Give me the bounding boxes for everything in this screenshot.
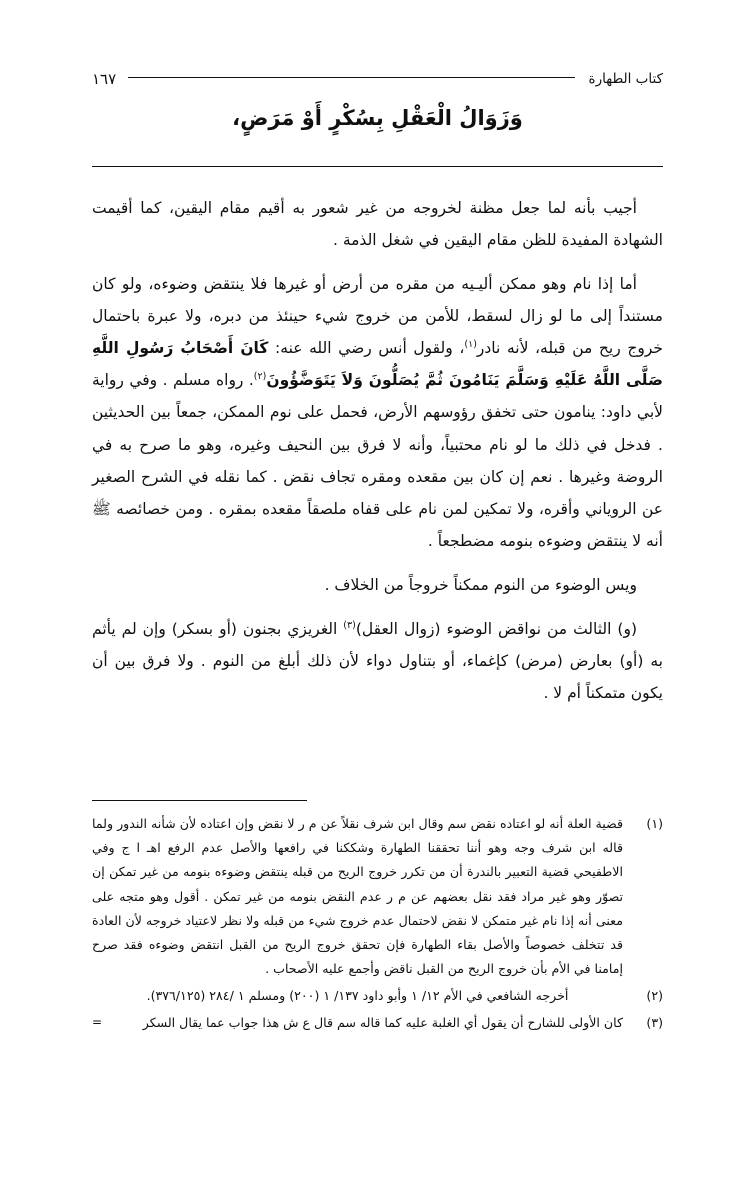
footnote-1 xyxy=(92,812,663,981)
footnote-3 xyxy=(92,1011,663,1035)
footnote-continuation-mark: = xyxy=(92,1015,103,1030)
footnote-2 xyxy=(92,984,663,1008)
running-header xyxy=(92,66,663,92)
hadith-quote: كَانَ أَصْحَابُ رَسُولِ اللَّهِ صَلَّى اللَّهُ عَلَيْهِ وَسَلَّمَ يَنَامُونَ ثُمَّ يُصَلُّونَ وَلاَ يَتَوَضَّؤُونَ xyxy=(92,339,663,390)
footnote-3-number: (٣) xyxy=(646,1015,663,1031)
paragraph-1: أجيب بأنه لما جعل مظنة لخروجه من غير شعور به أقيم مقام اليقين، كما أقيمت الشهادة المفيدة للظن مقام اليقين في شغل الذمة . xyxy=(92,199,663,250)
paragraph-3: ويس الوضوء من النوم ممكناً خروجاً من الخلاف . xyxy=(324,575,637,594)
paragraph-4 xyxy=(92,613,663,709)
footnote-1-text: قضية العلة أنه لو اعتاده نقض سم وقال ابن شرف نقلاً عن م ر لا نقض وإن اعتاده لأن شأنه الندور ولما قاله ابن شرف وجه وهو أننا تحققنا الطهارة وشككنا في رافعها والأصل عدم الرفع اهـ ا ج وفي الاطفيحي قضية التعبير بالندرة أن من تكرر خروج الريح من قبله ينتقض وضوءه بنومه من غير تمكن إن تصوّر وهو غير مراد فقد نقل بعضهم عن م ر عدم النقض بنومه من غير تمكن . أقول وهو متجه على معنى أنه إذا نام غير متمكن لا نقض لاحتمال عدم خروج شيء من قبله ولا نظر لاعتياد خروجه لأن العادة قد تتخلف خصوصاً والأصل بقاء الطهارة فإن تحقق خروج الريح من القبل انتقض وضوءه فقد صرح إمامنا في الأم بأن خروج الريح من القبل ناقض وأجمع عليه الأصحاب . xyxy=(92,816,623,977)
paragraph-4-tail: الغريزي بجنون (أو بسكر) وإن لم يأثم به (أو) بعارض (مرض) كإغماء، أو بتناول دواء لأن ذلك أبلغ من النوم . ولا فرق بين أن يكون متمكناً أم لا . xyxy=(92,619,663,703)
quote-intro: ، ولقول أنس رضي الله عنه: xyxy=(275,339,465,358)
heading-divider xyxy=(92,166,663,167)
footnote-1-number: (١) xyxy=(646,816,663,831)
footnote-separator xyxy=(92,800,307,801)
paragraph-2-text: أما إذا نام وهو ممكن أليـيه من مقره من أرض أو غيرها فلا ينتقض وضوءه، ولو كان مستنداً إلى ما لو زال لسقط، للأمن من خروج شيء حينئذ من دبره، ولا عبرة باحتمال خروج ريح من قبله، لأنه نادر xyxy=(92,275,663,358)
section-heading: وَزَوَالُ الْعَقْلِ بِسُكْرٍ أَوْ مَرَضٍ، xyxy=(232,106,523,130)
header-book-title: كتاب الطهارة xyxy=(588,71,663,87)
header-page-number: ١٦٧ xyxy=(92,70,117,88)
footnotes-block xyxy=(92,812,663,1039)
paragraph-2-tail: . رواه مسلم . وفي رواية لأبي داود: ينامون حتى تخفق رؤوسهم الأرض، فحمل على نوم الممكن، جمعاً بين الحديثين . فدخل في ذلك ما لو نام محتبياً، وأنه لا فرق بين النحيف وغيره، وهو ما صرح به في الروضة وغيرها . نعم إن كان بين مقعده ومقره تجاف نقض . كما نقله في الشرح الصغير عن الروياني وأقره، ولا تمكين لمن نام على قفاه ملصقاً مقعده بمقره . ومن خصائصه ﷺ أنه لا ينتقض وضوءه بنومه مضطجعاً . xyxy=(92,371,663,550)
footnote-2-number: (٢) xyxy=(646,988,663,1004)
paragraph-2 xyxy=(92,268,663,557)
footnote-marker-3[interactable]: (٣) xyxy=(343,619,356,631)
footnote-marker-2[interactable]: (٢) xyxy=(253,371,267,383)
header-rule xyxy=(128,77,574,78)
paragraph-4-head: (و) الثالث من نواقض الوضوء (زوال العقل) xyxy=(355,619,637,638)
footnote-3-text: كان الأولى للشارح أن يقول أي الغلبة عليه كما قاله سم قال ع ش هذا جواب عما يقال السكر xyxy=(142,1015,623,1031)
footnote-2-text: أخرجه الشافعي في الأم ١٢/ ١ وأبو داود ١٣٧/ ١ (٢٠٠) ومسلم ١ /٢٨٤ (٣٧٦/١٢٥). xyxy=(146,988,569,1004)
body-text xyxy=(92,192,663,721)
footnote-marker-1[interactable]: (١) xyxy=(464,339,477,351)
